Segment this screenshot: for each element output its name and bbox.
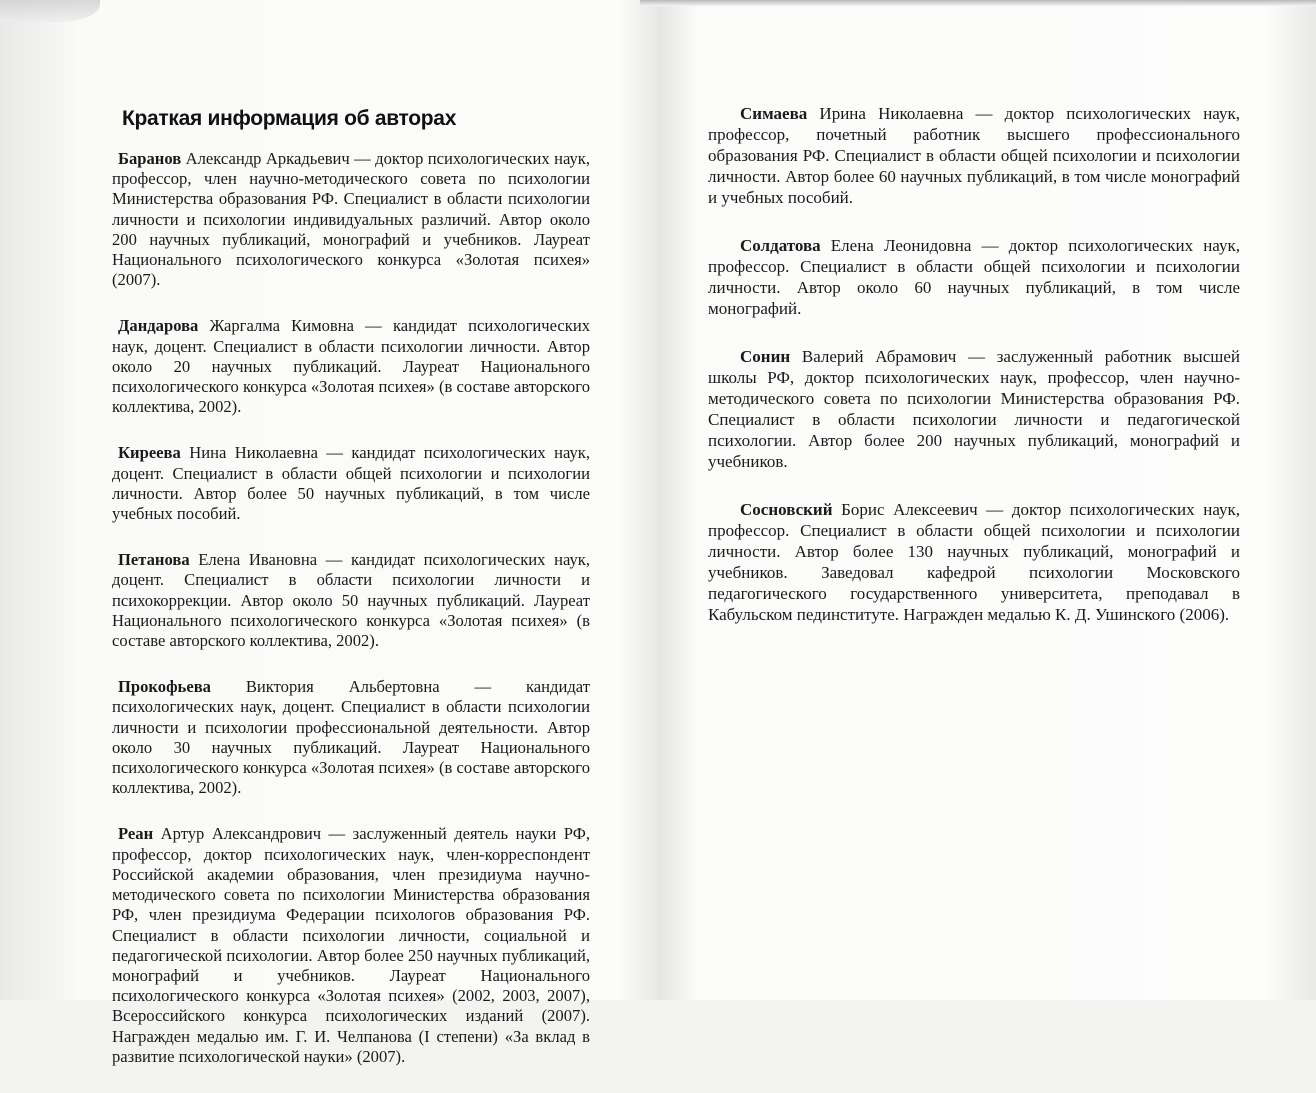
author-surname: Киреева <box>118 443 181 463</box>
author-surname: Прокофьева <box>118 677 211 697</box>
author-entry-simaeva <box>708 103 1240 208</box>
author-bio: Борис Алексеевич — доктор психологических наук, профессор. Специалист в области общей психологии и психологии личности. Автор более 130 научных публикаций, монографий и учебников. Заведовал кафедрой психологии Московского педагогического государственного университета, преподавал в Кабульском пединституте. Награжден медалью К. Д. Ушинского (2006). <box>708 500 1241 624</box>
author-bio: Жаргалма Кимовна — кандидат психологических наук, доцент. Специалист в области психологии личности. Автор около 20 научных публикаций. Лауреат Национального психологического конкурса «Золотая психея» (в составе авторского коллектива, 2002). <box>112 316 590 417</box>
author-entry-prokofeva <box>112 677 590 798</box>
author-entry-petanova <box>112 550 590 651</box>
author-surname: Солдатова <box>740 236 821 255</box>
author-bio: Елена Ивановна — кандидат психологических наук, доцент. Специалист в области психологии личности и психокоррекции. Автор около 50 научных публикаций. Лауреат Национального психологического конкурса «Золотая психея» (в составе авторского коллектива, 2002). <box>112 550 590 651</box>
right-page <box>708 0 1240 1000</box>
author-entry-rean <box>112 824 590 1066</box>
author-surname: Дандарова <box>118 316 199 336</box>
page-heading: Краткая информация об авторах <box>122 107 457 130</box>
author-bio: Артур Александрович — заслуженный деятель науки РФ, профессор, доктор психологических наук, член-корреспондент Российской академии образования, член президиума научно-методического совета по психологии Министерства образования РФ, член президиума Федерации психологов образования РФ. Специалист в области психологии личности, социальной и педагогической психологии. Автор более 250 научных публикаций, монографий и учебников. Лауреат Национального психологического конкурса «Золотая психея» (2002, 2003, 2007), Всероссийского конкурса психологических изданий (2007). Награжден медалью им. Г. И. Челпанова (I степени) «За вклад в развитие психологической науки» (2007). <box>112 824 590 1066</box>
author-surname: Баранов <box>118 149 182 168</box>
page-corner-shadow <box>0 0 100 22</box>
author-bio: Елена Леонидовна — доктор психологических наук, профессор. Специалист в области общей психологии и психологии личности. Автор около 60 научных публикаций, в том числе монографий. <box>708 236 1240 318</box>
author-surname: Петанова <box>118 550 190 570</box>
author-entry-dandarova <box>112 316 590 417</box>
author-bio: Ирина Николаевна — доктор психологических наук, профессор, почетный работник высшего профессионального образования РФ. Специалист в области общей психологии и психологии личности. Автор более 60 научных публикаций, в том числе монографий и учебных пособий. <box>708 104 1240 207</box>
author-surname: Реан <box>118 824 154 844</box>
author-bio: Александр Аркадьевич — доктор психологических наук, профессор, член научно-методического совета по психологии Министерства образования РФ. Специалист в области психологии личности и психологии индивидуальных различий. Автор около 200 научных публикаций, монографий и учебников. Лауреат Национального психологического конкурса «Золотая психея» (2007). <box>112 149 590 290</box>
left-page <box>112 0 590 1066</box>
author-entry-sonin <box>708 346 1240 472</box>
author-bio: Виктория Альбертовна — кандидат психологических наук, доцент. Специалист в области психологии личности и психологии профессиональной деятельности. Автор около 30 научных публикаций. Лауреат Национального психологического конкурса «Золотая психея» (в составе авторского коллектива, 2002). <box>112 677 590 798</box>
author-surname: Симаева <box>740 104 808 123</box>
author-entry-soldatova <box>708 235 1240 319</box>
author-entry-sosnovsky <box>708 499 1240 625</box>
author-bio: Нина Николаевна — кандидат психологических наук, доцент. Специалист в области общей психологии и психологии личности. Автор более 50 научных публикаций, в том числе учебных пособий. <box>112 443 590 524</box>
author-bio: Валерий Абрамович — заслуженный работник высшей школы РФ, доктор психологических наук, профессор, член научно-методического совета по психологии Министерства образования РФ. Специалист в области психологии личности и педагогической психологии. Автор более 200 научных публикаций, монографий и учебников. <box>708 347 1240 471</box>
left-author-list <box>112 149 590 1093</box>
author-entry-kireeva <box>112 443 590 524</box>
author-surname: Сосновский <box>740 500 833 519</box>
author-entry-baranov <box>112 149 590 290</box>
author-surname: Сонин <box>740 347 791 366</box>
right-author-list <box>708 103 1240 652</box>
